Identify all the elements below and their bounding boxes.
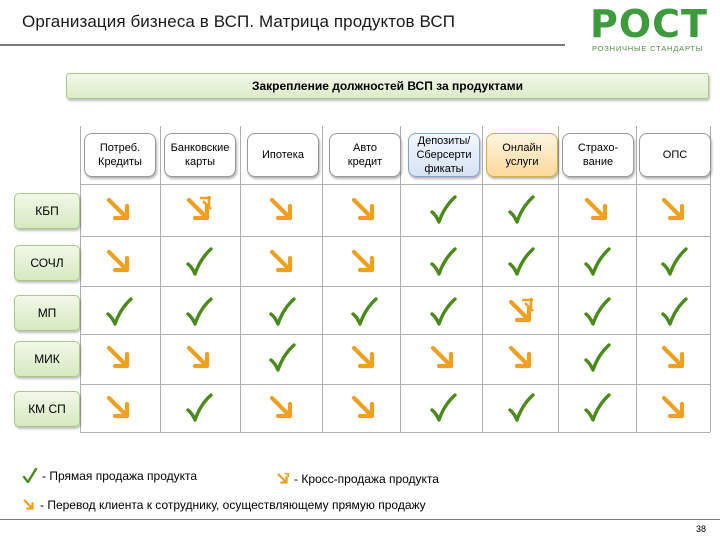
- check-icon: [267, 343, 297, 373]
- check-icon: [22, 468, 38, 484]
- check-icon: [582, 247, 612, 277]
- grid-hline: [80, 236, 710, 237]
- matrix-cell: [413, 388, 473, 428]
- matrix-cell: [567, 388, 627, 428]
- matrix-cell: [644, 292, 704, 332]
- check-icon: [659, 247, 689, 277]
- cross-sale-icon: [184, 195, 214, 225]
- matrix-cell: [334, 242, 394, 282]
- check-icon: [582, 297, 612, 327]
- column-header: Банковские карты: [164, 133, 236, 177]
- matrix-cell: [491, 190, 551, 230]
- arrow-icon: [22, 498, 36, 512]
- grid-vline: [160, 126, 161, 432]
- matrix-cell: [413, 242, 473, 282]
- matrix-cell: [89, 388, 149, 428]
- matrix-cell: [491, 242, 551, 282]
- check-icon: [184, 393, 214, 423]
- matrix-cell: [567, 292, 627, 332]
- matrix-cell: [169, 292, 229, 332]
- matrix-cell: [334, 292, 394, 332]
- arrow-icon: [104, 247, 134, 277]
- matrix-cell: [89, 292, 149, 332]
- arrow-icon: [659, 393, 689, 423]
- matrix-cell: [252, 338, 312, 378]
- matrix-cell: [567, 242, 627, 282]
- grid-vline: [482, 126, 483, 432]
- check-icon: [582, 343, 612, 373]
- matrix-cell: [252, 242, 312, 282]
- arrow-icon: [349, 247, 379, 277]
- row-header: МП: [14, 295, 80, 331]
- grid-hline: [80, 286, 710, 287]
- row-header: КМ СП: [14, 391, 80, 427]
- cross-sale-icon: [506, 297, 536, 327]
- arrow-icon: [659, 195, 689, 225]
- check-icon: [267, 297, 297, 327]
- matrix-cell: [252, 190, 312, 230]
- matrix-cell: [644, 338, 704, 378]
- matrix-cell: [567, 190, 627, 230]
- cross-sale-icon: [276, 472, 290, 486]
- arrow-icon: [349, 195, 379, 225]
- row-header: КБП: [14, 193, 80, 229]
- arrow-icon: [267, 247, 297, 277]
- row-header: СОЧЛ: [14, 245, 80, 281]
- row-header: МИК: [14, 341, 80, 377]
- matrix-cell: [169, 388, 229, 428]
- arrow-icon: [104, 195, 134, 225]
- matrix-cell: [334, 388, 394, 428]
- legend-cross-sale-label: - Кросс-продажа продукта: [294, 472, 439, 486]
- matrix-banner: Закрепление должностей ВСП за продуктами: [66, 73, 709, 99]
- matrix-cell: [644, 242, 704, 282]
- column-header: ОПС: [639, 133, 711, 177]
- matrix-cell: [252, 292, 312, 332]
- column-header: Потреб. Кредиты: [84, 133, 156, 177]
- matrix-cell: [169, 190, 229, 230]
- arrow-icon: [582, 195, 612, 225]
- matrix-cell: [252, 388, 312, 428]
- check-icon: [428, 195, 458, 225]
- matrix-cell: [169, 242, 229, 282]
- matrix-cell: [169, 338, 229, 378]
- check-icon: [659, 297, 689, 327]
- matrix-cell: [644, 190, 704, 230]
- column-header: Депозиты/ Сберсерти фикаты: [408, 133, 480, 177]
- legend-direct-sale-label: - Прямая продажа продукта: [42, 469, 198, 483]
- grid-vline: [80, 126, 81, 432]
- arrow-icon: [104, 343, 134, 373]
- column-header: Онлайн услуги: [486, 133, 558, 177]
- check-icon: [349, 297, 379, 327]
- legend-transfer-label: - Перевод клиента к сотруднику, осуществляющему прямую продажу: [40, 498, 426, 512]
- matrix-cell: [644, 388, 704, 428]
- arrow-icon: [267, 393, 297, 423]
- logo-subtitle: РОЗНИЧНЫЕ СТАНДАРТЫ: [592, 44, 704, 53]
- arrow-icon: [659, 343, 689, 373]
- matrix-cell: [334, 190, 394, 230]
- grid-hline: [80, 432, 710, 433]
- page-number: 38: [695, 524, 706, 534]
- grid-vline: [636, 126, 637, 432]
- check-icon: [582, 393, 612, 423]
- matrix-cell: [413, 292, 473, 332]
- grid-hline: [80, 384, 710, 385]
- footer-divider: [0, 519, 720, 520]
- matrix-cell: [413, 190, 473, 230]
- rost-logo: [590, 4, 714, 56]
- title-divider: [0, 44, 565, 46]
- matrix-cell: [567, 338, 627, 378]
- check-icon: [506, 393, 536, 423]
- arrow-icon: [349, 343, 379, 373]
- matrix-cell: [413, 338, 473, 378]
- check-icon: [184, 247, 214, 277]
- column-header: Авто кредит: [329, 133, 401, 177]
- matrix-cell: [491, 388, 551, 428]
- grid-vline: [240, 126, 241, 432]
- arrow-icon: [428, 343, 458, 373]
- matrix-cell: [89, 242, 149, 282]
- matrix-cell: [89, 190, 149, 230]
- check-icon: [428, 393, 458, 423]
- matrix-cell: [334, 338, 394, 378]
- matrix-cell: [491, 292, 551, 332]
- legend-direct-sale: [22, 468, 197, 484]
- grid-hline: [80, 184, 710, 185]
- legend-cross-sale: [276, 472, 439, 486]
- check-icon: [506, 247, 536, 277]
- arrow-icon: [104, 393, 134, 423]
- check-icon: [428, 247, 458, 277]
- legend-transfer: [22, 498, 426, 512]
- check-icon: [428, 297, 458, 327]
- arrow-icon: [267, 195, 297, 225]
- grid-vline: [322, 126, 323, 432]
- arrow-icon: [349, 393, 379, 423]
- column-header: Ипотека: [247, 133, 319, 177]
- column-header: Страхо- вание: [562, 133, 634, 177]
- arrow-icon: [184, 343, 214, 373]
- arrow-icon: [506, 343, 536, 373]
- grid-vline: [558, 126, 559, 432]
- matrix-cell: [89, 338, 149, 378]
- check-icon: [506, 195, 536, 225]
- matrix-cell: [491, 338, 551, 378]
- grid-hline: [80, 334, 710, 335]
- check-icon: [104, 297, 134, 327]
- logo-word: РОСТ: [590, 2, 708, 46]
- page-title: Организация бизнеса в ВСП. Матрица продуктов ВСП: [22, 12, 456, 31]
- check-icon: [184, 297, 214, 327]
